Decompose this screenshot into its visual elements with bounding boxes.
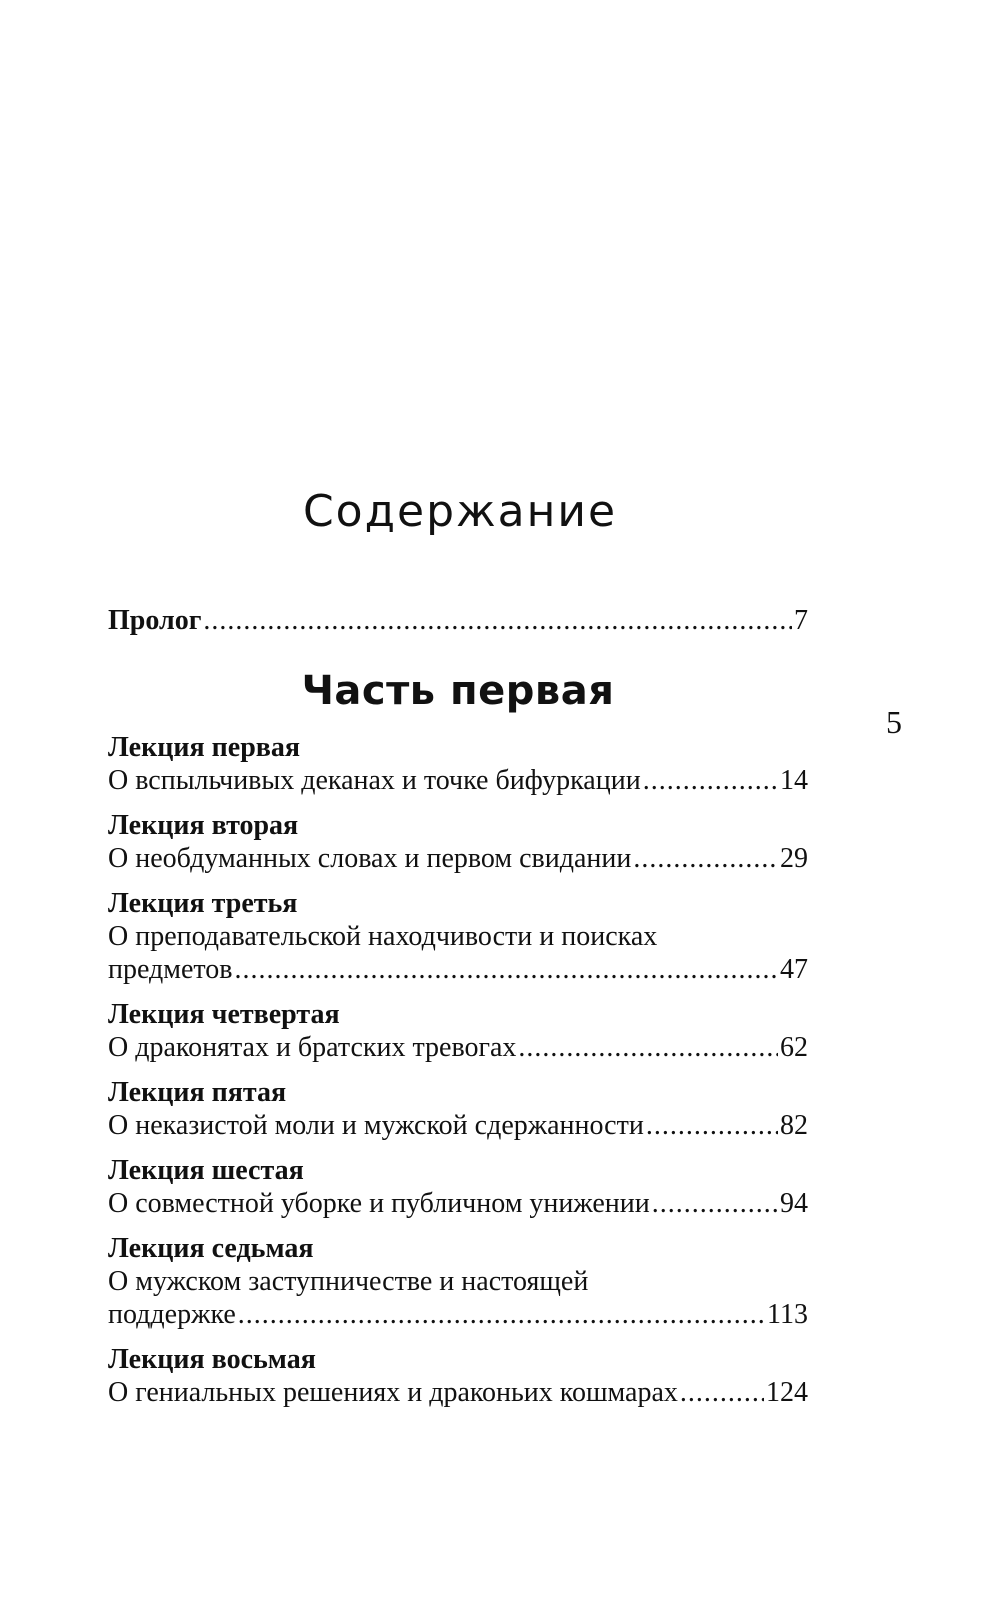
page-number: 5 <box>886 704 902 740</box>
toc-entry-line <box>108 764 808 797</box>
dot-leader <box>203 604 792 637</box>
lecture-title: Лекция седьмая <box>108 1233 314 1264</box>
lecture-subtitle: О совместной уборке и публичном унижении <box>108 1188 650 1219</box>
lecture-title: Лекция пятая <box>108 1077 287 1108</box>
toc-entry-page: 124 <box>766 1377 808 1408</box>
toc-entry-page: 7 <box>794 605 808 636</box>
lecture-title: Лекция четвертая <box>108 999 340 1030</box>
lecture-subtitle: О гениальных решениях и драконьих кошмарах <box>108 1377 678 1408</box>
toc-entry-lecture-2[interactable] <box>108 809 808 875</box>
toc-entry-page: 14 <box>780 765 808 796</box>
lecture-subtitle: поддержке <box>108 1299 236 1330</box>
part-heading: Часть первая <box>301 668 615 714</box>
toc-entry-line <box>108 1109 808 1142</box>
toc-entry-line <box>108 1376 808 1409</box>
toc-entry-lecture-6[interactable] <box>108 1154 808 1220</box>
lecture-title: Лекция первая <box>108 732 301 763</box>
table-of-contents <box>108 604 808 1421</box>
toc-entry-line <box>108 842 808 875</box>
dot-leader <box>643 764 778 797</box>
dot-leader <box>680 1376 764 1409</box>
toc-entry-line <box>108 953 808 986</box>
lecture-subtitle: О неказистой моли и мужской сдержанности <box>108 1110 644 1141</box>
lecture-subtitle: О вспыльчивых деканах и точке бифуркации <box>108 765 641 796</box>
lecture-subtitle-line: О преподавательской находчивости и поисках <box>108 921 658 952</box>
toc-entry-page: 47 <box>780 954 808 985</box>
lecture-subtitle: О драконятах и братских тревогах <box>108 1032 517 1063</box>
toc-entry-page: 94 <box>780 1188 808 1219</box>
toc-entry-page: 82 <box>780 1110 808 1141</box>
lecture-title: Лекция третья <box>108 888 298 919</box>
lecture-subtitle-line: О мужском заступничестве и настоящей <box>108 1266 589 1297</box>
dot-leader <box>652 1187 778 1220</box>
page-title: Содержание <box>302 486 618 537</box>
dot-leader <box>646 1109 778 1142</box>
toc-entry-page: 29 <box>780 843 808 874</box>
toc-entry-lecture-8[interactable] <box>108 1343 808 1409</box>
toc-entry-line <box>108 1187 808 1220</box>
toc-entry-lecture-7[interactable] <box>108 1232 808 1331</box>
lecture-subtitle: О необдуманных словах и первом свидании <box>108 843 632 874</box>
dot-leader <box>633 842 778 875</box>
lecture-title: Лекция восьмая <box>108 1344 316 1375</box>
toc-entry-lecture-3[interactable] <box>108 887 808 986</box>
dot-leader <box>235 953 778 986</box>
toc-entry-line <box>108 1298 808 1331</box>
toc-entry-line <box>108 1031 808 1064</box>
toc-entry-page: 62 <box>780 1032 808 1063</box>
toc-entry-prologue[interactable] <box>108 604 808 637</box>
lecture-subtitle: предметов <box>108 954 233 985</box>
toc-entry-label: Пролог <box>108 605 202 636</box>
toc-entry-page: 113 <box>767 1299 808 1330</box>
lecture-title: Лекция вторая <box>108 810 299 841</box>
toc-entry-lecture-1[interactable] <box>108 731 808 797</box>
toc-entry-lecture-4[interactable] <box>108 998 808 1064</box>
lecture-title: Лекция шестая <box>108 1155 304 1186</box>
dot-leader <box>518 1031 778 1064</box>
dot-leader <box>238 1298 765 1331</box>
toc-entry-lecture-5[interactable] <box>108 1076 808 1142</box>
